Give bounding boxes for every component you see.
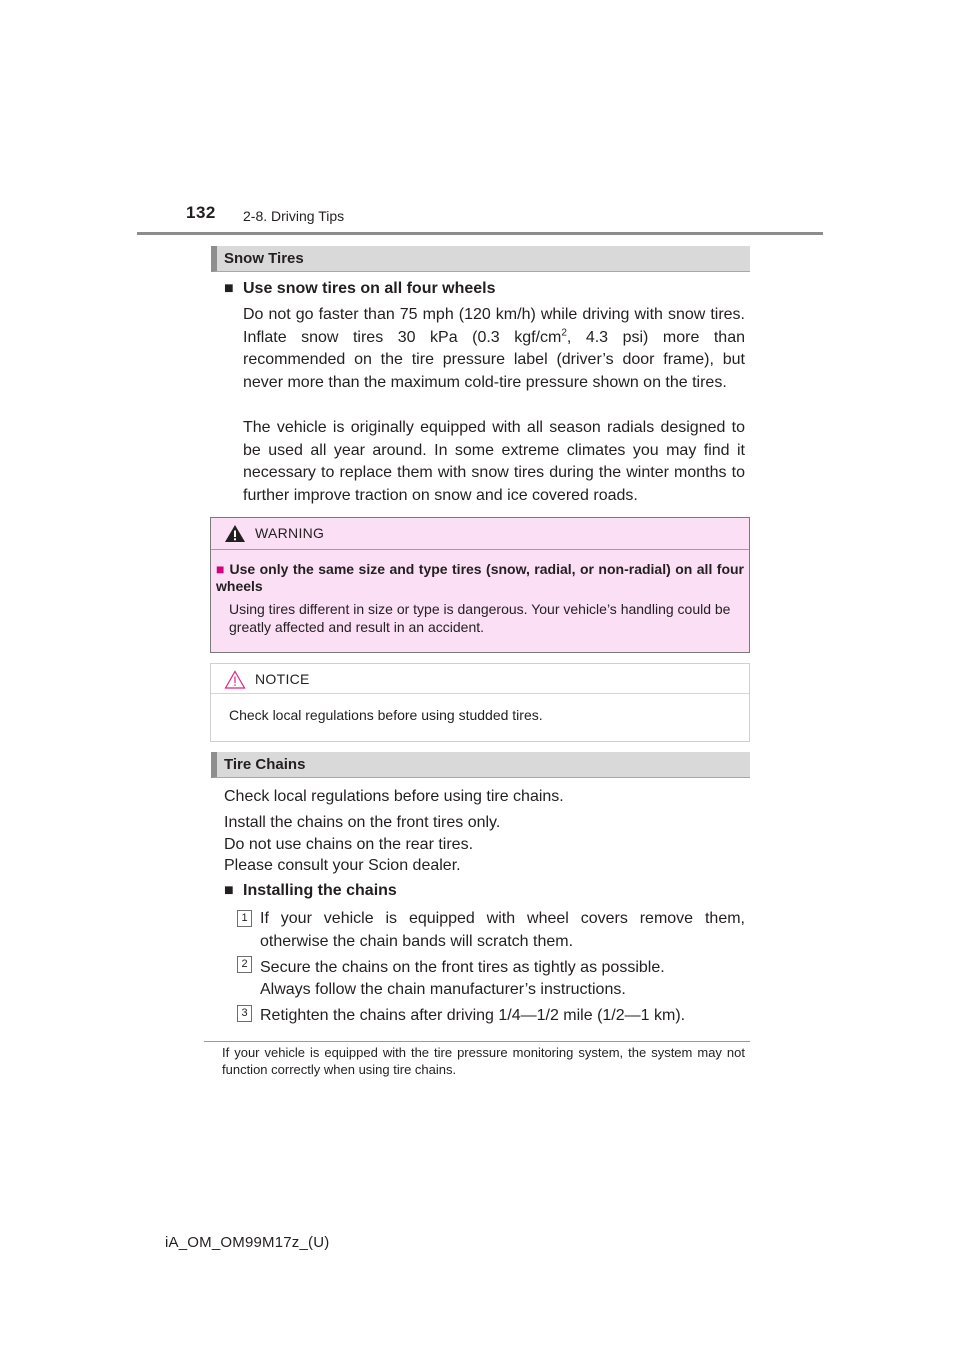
footnote-rule bbox=[204, 1041, 750, 1042]
installing-chains-title: Installing the chains bbox=[243, 882, 397, 899]
step-2-text: Secure the chains on the front tires as tightly as possible. bbox=[260, 959, 665, 976]
warning-body: Using tires different in size or type is dangerous. Your vehicle’s handling could be greatly affected and result in an accident. bbox=[229, 601, 731, 635]
notice-body: Check local regulations before using studded tires. bbox=[229, 707, 543, 723]
snow-tires-heading bbox=[211, 246, 750, 272]
para1-superscript: 2 bbox=[561, 327, 567, 339]
warning-bullet-title: Use only the same size and type tires (snow, radial, or non-radial) on all four wheels bbox=[216, 561, 744, 594]
step-2-text-line-2: Always follow the chain manufacturer’s instructions. bbox=[260, 981, 626, 998]
bullet-square: ■ bbox=[224, 280, 234, 297]
step-number-2: 2 bbox=[237, 956, 252, 973]
notice-title: NOTICE bbox=[255, 671, 310, 687]
warning-bullet bbox=[216, 561, 744, 595]
snow-tires-bullet bbox=[224, 280, 496, 298]
notice-triangle-icon bbox=[224, 670, 246, 689]
chains-line-2: Install the chains on the front tires only. bbox=[224, 814, 501, 831]
snow-tires-bullet-title: Use snow tires on all four wheels bbox=[243, 280, 496, 297]
chains-line-3: Do not use chains on the rear tires. bbox=[224, 836, 474, 853]
notice-box bbox=[210, 663, 750, 742]
warning-box bbox=[210, 517, 750, 653]
snow-tires-paragraph-2: The vehicle is originally equipped with all season radials designed to be used all year around. In some extreme climates you may find it necessary to replace them with snow tires during the winter months to further improve traction on snow and ice covered roads. bbox=[243, 419, 745, 504]
bullet-square: ■ bbox=[224, 882, 234, 899]
para1-part-b: , 4.3 psi) more than recommended on the tire pressure label (driver’s door frame), but never more than the maximum cold-tire pressure shown on the tires. bbox=[243, 328, 745, 391]
warning-title: WARNING bbox=[255, 525, 325, 541]
installing-chains-bullet bbox=[224, 882, 397, 900]
tire-chains-heading-text: Tire Chains bbox=[224, 756, 306, 773]
tire-chains-heading bbox=[211, 752, 750, 778]
para1-part-a: Do not go faster than 75 mph (120 km/h) while driving with snow tires. Inflate snow tires 30 kPa (0.3 kgf/cm bbox=[243, 306, 745, 346]
step-3-text: Retighten the chains after driving 1/4—1/2 mile (1/2—1 km). bbox=[260, 1007, 686, 1024]
step-1-text: If your vehicle is equipped with wheel covers remove them, otherwise the chain bands will scratch them. bbox=[260, 910, 745, 950]
chains-line-1: Check local regulations before using tire chains. bbox=[224, 788, 564, 805]
step-number-1: 1 bbox=[237, 910, 252, 927]
step-number-3: 3 bbox=[237, 1005, 252, 1022]
chains-line-4: Please consult your Scion dealer. bbox=[224, 857, 461, 874]
snow-tires-heading-text: Snow Tires bbox=[224, 250, 304, 267]
section-label: 2-8. Driving Tips bbox=[243, 208, 345, 224]
warning-header bbox=[211, 518, 749, 550]
document-code: iA_OM_OM99M17z_(U) bbox=[165, 1234, 330, 1251]
snow-tires-paragraph-1 bbox=[243, 304, 745, 394]
header-rule bbox=[137, 232, 823, 235]
warning-bullet-square: ■ bbox=[216, 561, 226, 577]
page-number: 132 bbox=[186, 203, 216, 222]
warning-triangle-icon bbox=[224, 524, 246, 543]
notice-header bbox=[211, 664, 749, 694]
footnote: If your vehicle is equipped with the tire pressure monitoring system, the system may not function correctly when using tire chains. bbox=[222, 1045, 745, 1077]
